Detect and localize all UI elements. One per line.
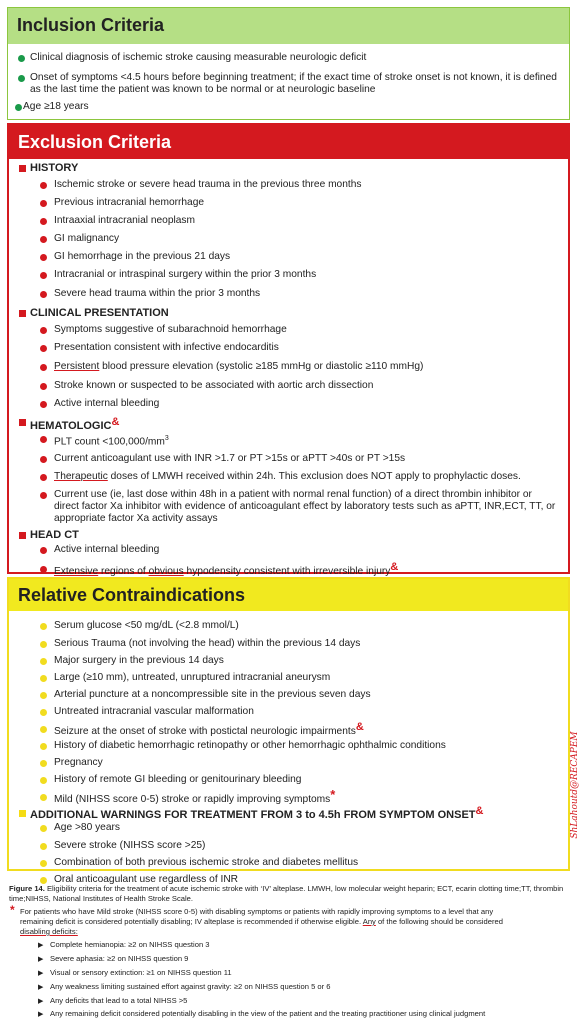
bullet-icon <box>15 104 22 111</box>
history-item: Ischemic stroke or severe head trauma in the previous three months <box>54 179 362 190</box>
additional-item: Oral anticoagulant use regardless of INR <box>54 874 239 885</box>
exclusion-title: Exclusion Criteria <box>18 132 172 152</box>
relative-item: Serum glucose <50 mg/dL (<2.8 mmol/L) <box>54 620 239 631</box>
bullet-icon <box>40 794 47 801</box>
hematologic-item: PLT count $<100,000/mm^3$ <box>54 435 169 448</box>
bullet-icon <box>40 291 47 298</box>
deficit-item: Severe aphasia: ≥2 on NIHSS question 9 <box>50 954 189 963</box>
triangle-icon: ▶ <box>38 1011 44 1018</box>
clinical-item: Symptoms suggestive of subarachnoid hemorrhage <box>54 324 287 335</box>
figure-caption: Figure 14. Eligibility criteria for the treatment of acute ischemic stroke with ‘IV’ alteplase. LMWH, low molecular weight heparin; ECT, ecarin clotting time;TT, thrombin time;NIHSS, National Institutes of Health Stroke Scale. <box>9 884 564 903</box>
bullet-icon <box>40 692 47 699</box>
relative-item: History of remote GI bleeding or genitourinary bleeding <box>54 774 302 785</box>
relative-item: Untreated intracranial vascular malformation <box>54 706 254 717</box>
inclusion-title: Inclusion Criteria <box>17 15 165 35</box>
bullet-icon <box>18 75 25 82</box>
footnote-line: remaining deficit is considered potentially disabling; IV alteplase is recommended if otherwise eligible. Any of the following should be considered <box>20 917 503 926</box>
exclusion-header <box>9 125 568 159</box>
bullet-icon <box>40 254 47 261</box>
bullet-icon <box>40 658 47 665</box>
inclusion-item: Age ≥18 years <box>23 101 89 112</box>
bullet-icon <box>40 547 47 554</box>
clinical-item: Persistent blood pressure elevation (systolic ≥185 mmHg or diastolic ≥110 mmHg) <box>54 361 424 372</box>
bullet-icon <box>40 401 47 408</box>
relative-item: Mild (NIHSS score 0-5) stroke or rapidly improving symptoms* <box>54 787 336 805</box>
heading-square-icon <box>19 532 26 539</box>
hematologic-item: Therapeutic doses of LMWH received within 24h. This exclusion does NOT apply to prophylactic doses. <box>54 471 521 482</box>
vertical-watermark: ShLahoutd@RECAPEM <box>570 731 580 839</box>
deficit-item: Any deficits that lead to a total NIHSS >5 <box>50 996 188 1005</box>
deficit-item: Visual or sensory extinction: ≥1 on NIHSS question 11 <box>50 968 232 977</box>
bullet-icon <box>40 236 47 243</box>
triangle-icon: ▶ <box>38 998 44 1005</box>
triangle-icon: ▶ <box>38 956 44 963</box>
heading-square-icon <box>19 310 26 317</box>
asterisk-marker: * <box>330 787 336 802</box>
relative-item: Large (≥10 mm), untreated, unruptured intracranial aneurysm <box>54 672 331 683</box>
footnote-line: disabling deficits: <box>20 927 78 936</box>
bullet-icon <box>40 825 47 832</box>
heading-square-icon <box>19 810 26 817</box>
bullet-icon <box>40 218 47 225</box>
relative-item: Serious Trauma (not involving the head) within the previous 14 days <box>54 638 361 649</box>
bullet-icon <box>40 182 47 189</box>
relative-header <box>9 579 568 611</box>
bullet-icon <box>40 200 47 207</box>
relative-item: History of diabetic hemorrhagic retinopathy or other hemorrhagic ophthalmic conditions <box>54 740 446 751</box>
history-item: Previous intracranial hemorrhage <box>54 197 205 208</box>
inclusion-header <box>8 8 569 44</box>
triangle-icon: ▶ <box>38 970 44 977</box>
headct-item: Extensive regions of obvious hypodensity consistent with irreversible injury& <box>54 561 399 577</box>
triangle-icon: ▶ <box>38 942 44 949</box>
additional-item: Combination of both previous ischemic stroke and diabetes mellitus <box>54 857 359 868</box>
bullet-icon <box>40 623 47 630</box>
bullet-icon <box>40 327 47 334</box>
deficit-item: Complete hemianopia: ≥2 on NIHSS question 3 <box>50 940 210 949</box>
relative-item: Seizure at the onset of stroke with postictal neurologic impairments& <box>54 721 364 737</box>
bullet-icon <box>40 641 47 648</box>
additional-item: Severe stroke (NIHSS score >25) <box>54 840 206 851</box>
asterisk-marker: * <box>10 903 15 917</box>
bullet-icon <box>40 345 47 352</box>
bullet-icon <box>40 436 47 443</box>
bullet-icon <box>40 860 47 867</box>
headct-item: Active internal bleeding <box>54 544 160 555</box>
bullet-icon <box>40 726 47 733</box>
clinical-item: Active internal bleeding <box>54 398 160 409</box>
bullet-icon <box>40 743 47 750</box>
footnote-line: For patients who have Mild stroke (NIHSS score 0-5) with disabling symptoms or patients with rapidly improving symptoms to a level that any <box>20 907 494 916</box>
hematologic-item: appropriate factor Xa activity assays <box>54 513 218 524</box>
additional-heading: ADDITIONAL WARNINGS FOR TREATMENT FROM 3 to 4.5h FROM SYMPTOM ONSET& <box>30 805 484 821</box>
hematologic-item: direct factor Xa inhibitor with evidence of anticoagulant effect by laboratory tests such as aPTT, INR,ECT, TT, or <box>54 501 556 512</box>
bullet-icon <box>40 709 47 716</box>
headct-heading: HEAD CT <box>30 529 79 541</box>
bullet-icon <box>40 566 47 573</box>
bullet-icon <box>40 492 47 499</box>
relative-title: Relative Contraindications <box>18 585 246 605</box>
additional-item: Age >80 years <box>54 822 120 833</box>
inclusion-item: as the last time the patient was known to be normal or at neurologic baseline <box>30 84 376 95</box>
relative-item: Major surgery in the previous 14 days <box>54 655 224 666</box>
history-item: Severe head trauma within the prior 3 months <box>54 288 261 299</box>
hematologic-heading: HEMATOLOGIC& <box>30 416 120 432</box>
bullet-icon <box>18 55 25 62</box>
bullet-icon <box>40 843 47 850</box>
bullet-icon <box>40 777 47 784</box>
history-heading: HISTORY <box>30 162 79 174</box>
history-item: Intracranial or intraspinal surgery within the prior 3 months <box>54 269 317 280</box>
underlined-word: Persistent <box>54 361 100 372</box>
clinical-item: Presentation consistent with infective endocarditis <box>54 342 279 353</box>
inclusion-item: Onset of symptoms <4.5 hours before beginning treatment; if the exact time of stroke onset is not known, it is defined <box>30 72 557 83</box>
heading-square-icon <box>19 165 26 172</box>
heading-square-icon <box>19 419 26 426</box>
history-item: Intraaxial intracranial neoplasm <box>54 215 195 226</box>
relative-item: Pregnancy <box>54 757 103 768</box>
clinical-item: Stroke known or suspected to be associated with aortic arch dissection <box>54 380 374 391</box>
deficit-item: Any weakness limiting sustained effort against gravity: ≥2 on NIHSS question 5 or 6 <box>50 982 331 991</box>
bullet-icon <box>40 474 47 481</box>
deficit-item: Any remaining deficit considered potentially disabling in the view of the patient and the treating practitioner using clinical judgment <box>50 1009 486 1018</box>
bullet-icon <box>40 272 47 279</box>
bullet-icon <box>40 364 47 371</box>
hematologic-item: Current anticoagulant use with INR >1.7 or PT >15s or aPTT >40s or PT >15s <box>54 453 406 464</box>
bullet-icon <box>40 383 47 390</box>
relative-item: Arterial puncture at a noncompressible site in the previous seven days <box>54 689 371 700</box>
clinical-heading: CLINICAL PRESENTATION <box>30 307 169 319</box>
history-item: GI hemorrhage in the previous 21 days <box>54 251 231 262</box>
bullet-icon <box>40 877 47 884</box>
bullet-icon <box>40 760 47 767</box>
triangle-icon: ▶ <box>38 984 44 991</box>
ampersand-marker: & <box>111 416 120 428</box>
history-item: GI malignancy <box>54 233 120 244</box>
bullet-icon <box>40 456 47 463</box>
bullet-icon <box>40 675 47 682</box>
inclusion-item: Clinical diagnosis of ischemic stroke causing measurable neurologic deficit <box>30 52 367 63</box>
hematologic-item: Current use (ie, last dose within 48h in a patient with normal renal function) of a direct thrombin inhibitor or <box>54 489 532 500</box>
